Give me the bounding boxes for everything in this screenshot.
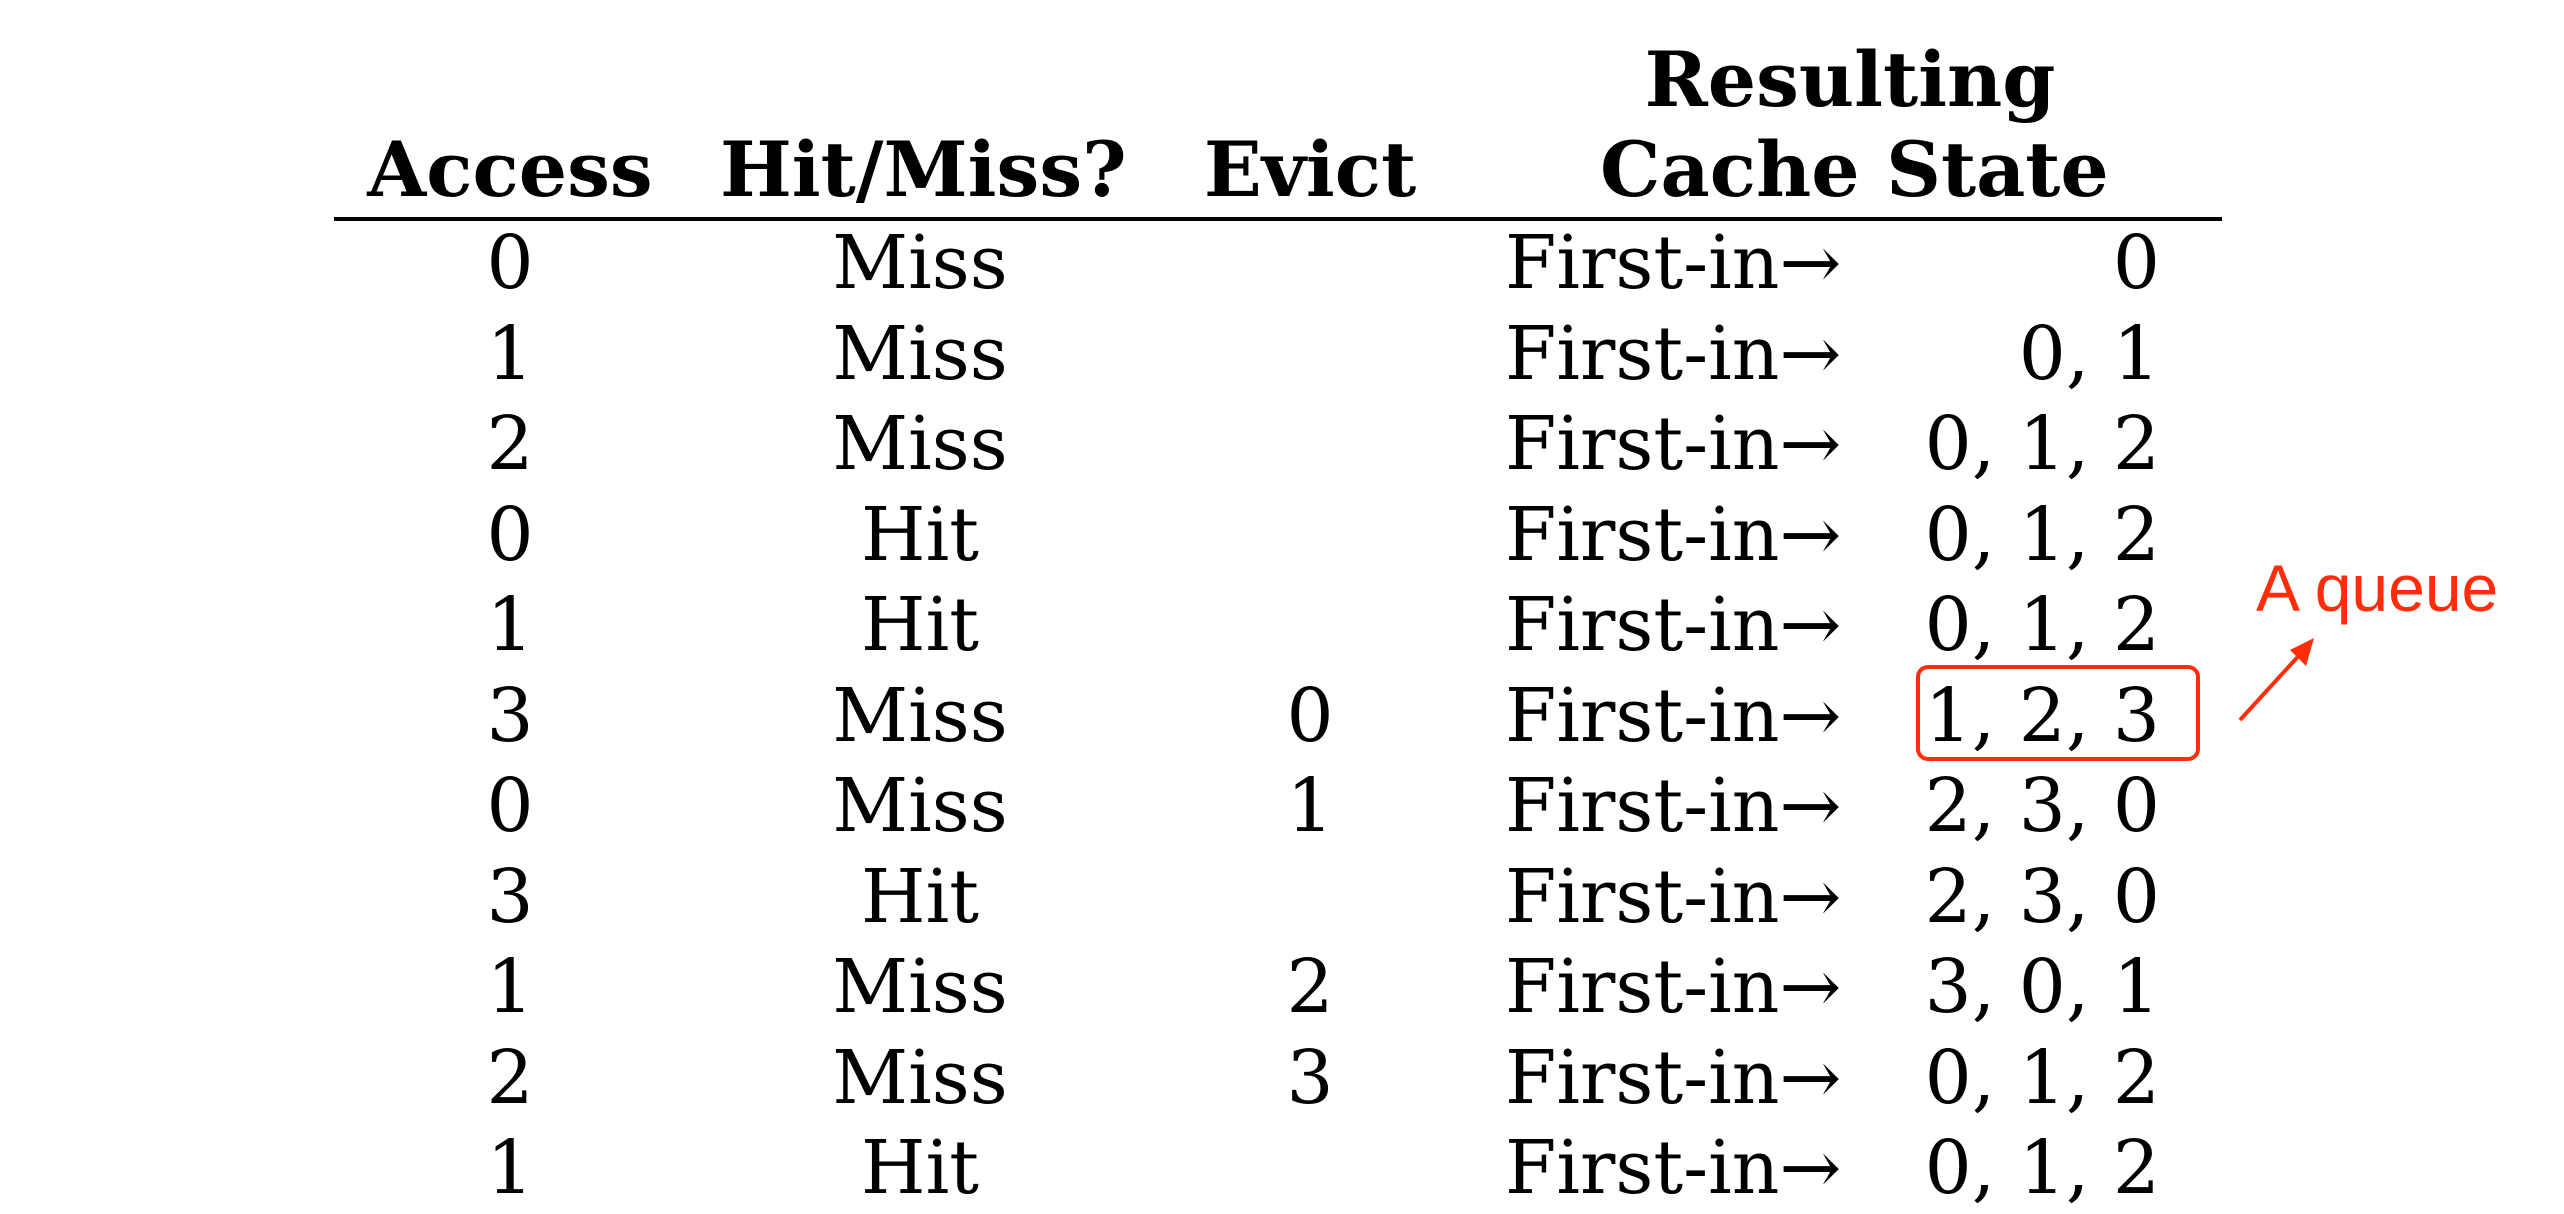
cache-state-cell: 2, 3, 0 bbox=[1924, 853, 2160, 940]
evict-cell: 3 bbox=[1286, 1034, 1334, 1121]
first-in-label: First-in→ bbox=[1505, 672, 1842, 759]
table-row bbox=[0, 218, 2564, 308]
cache-state-cell: 0, 1, 2 bbox=[1924, 1125, 2160, 1211]
first-in-label: First-in→ bbox=[1505, 1034, 1842, 1121]
cache-state-cell: 0, 1 bbox=[2018, 310, 2160, 397]
evict-cell: 2 bbox=[1286, 944, 1334, 1030]
cache-state-cell: 0, 1, 2 bbox=[1924, 401, 2160, 487]
first-in-label: First-in→ bbox=[1505, 401, 1842, 487]
access-cell: 1 bbox=[486, 1125, 534, 1211]
table-row bbox=[0, 309, 2564, 399]
first-in-label: First-in→ bbox=[1505, 582, 1842, 668]
first-in-label: First-in→ bbox=[1505, 763, 1842, 849]
hit-miss-cell: Miss bbox=[832, 220, 1008, 306]
cache-state-cell: 0, 1, 2 bbox=[1924, 491, 2160, 578]
header-evict: Evict bbox=[1203, 125, 1417, 214]
hit-miss-cell: Hit bbox=[861, 853, 979, 940]
access-cell: 1 bbox=[486, 944, 534, 1030]
annotation-label: A queue bbox=[2256, 551, 2499, 625]
table-row bbox=[0, 761, 2564, 851]
table-row bbox=[0, 1033, 2564, 1123]
first-in-label: First-in→ bbox=[1505, 491, 1842, 578]
hit-miss-cell: Hit bbox=[861, 1125, 979, 1211]
access-cell: 3 bbox=[486, 853, 534, 940]
first-in-label: First-in→ bbox=[1505, 853, 1842, 940]
header-access: Access bbox=[367, 125, 653, 214]
header-resulting: Resulting bbox=[1644, 35, 2056, 124]
access-cell: 3 bbox=[486, 672, 534, 759]
cache-state-cell: 0 bbox=[2112, 220, 2160, 306]
access-cell: 1 bbox=[486, 310, 534, 397]
evict-cell: 0 bbox=[1286, 672, 1334, 759]
hit-miss-cell: Miss bbox=[832, 672, 1008, 759]
first-in-label: First-in→ bbox=[1505, 1125, 1842, 1211]
hit-miss-cell: Hit bbox=[861, 582, 979, 668]
annotation-arrow-icon bbox=[2210, 628, 2330, 728]
access-cell: 2 bbox=[486, 401, 534, 487]
table-row bbox=[0, 580, 2564, 670]
hit-miss-cell: Miss bbox=[832, 401, 1008, 487]
table-row bbox=[0, 852, 2564, 942]
cache-state-cell: 3, 0, 1 bbox=[1924, 944, 2160, 1030]
table-row bbox=[0, 490, 2564, 580]
hit-miss-cell: Miss bbox=[832, 310, 1008, 397]
access-cell: 2 bbox=[486, 1034, 534, 1121]
queue-highlight-box bbox=[1916, 665, 2200, 761]
hit-miss-cell: Miss bbox=[832, 944, 1008, 1030]
access-cell: 0 bbox=[486, 491, 534, 578]
table-row bbox=[0, 942, 2564, 1032]
access-cell: 1 bbox=[486, 582, 534, 668]
table-row bbox=[0, 1123, 2564, 1213]
access-cell: 0 bbox=[486, 763, 534, 849]
table-row bbox=[0, 399, 2564, 489]
evict-cell: 1 bbox=[1286, 763, 1334, 849]
header-cache-state: Cache State bbox=[1600, 125, 2109, 214]
first-in-label: First-in→ bbox=[1505, 220, 1842, 306]
hit-miss-cell: Miss bbox=[832, 763, 1008, 849]
hit-miss-cell: Miss bbox=[832, 1034, 1008, 1121]
access-cell: 0 bbox=[486, 220, 534, 306]
cache-state-cell: 0, 1, 2 bbox=[1924, 582, 2160, 668]
header-hit-miss: Hit/Miss? bbox=[720, 125, 1127, 214]
hit-miss-cell: Hit bbox=[861, 491, 979, 578]
cache-state-cell: 1, 2, 3 bbox=[1924, 672, 2160, 759]
first-in-label: First-in→ bbox=[1505, 944, 1842, 1030]
cache-state-cell: 2, 3, 0 bbox=[1924, 763, 2160, 849]
cache-state-cell: 0, 1, 2 bbox=[1924, 1034, 2160, 1121]
first-in-label: First-in→ bbox=[1505, 310, 1842, 397]
